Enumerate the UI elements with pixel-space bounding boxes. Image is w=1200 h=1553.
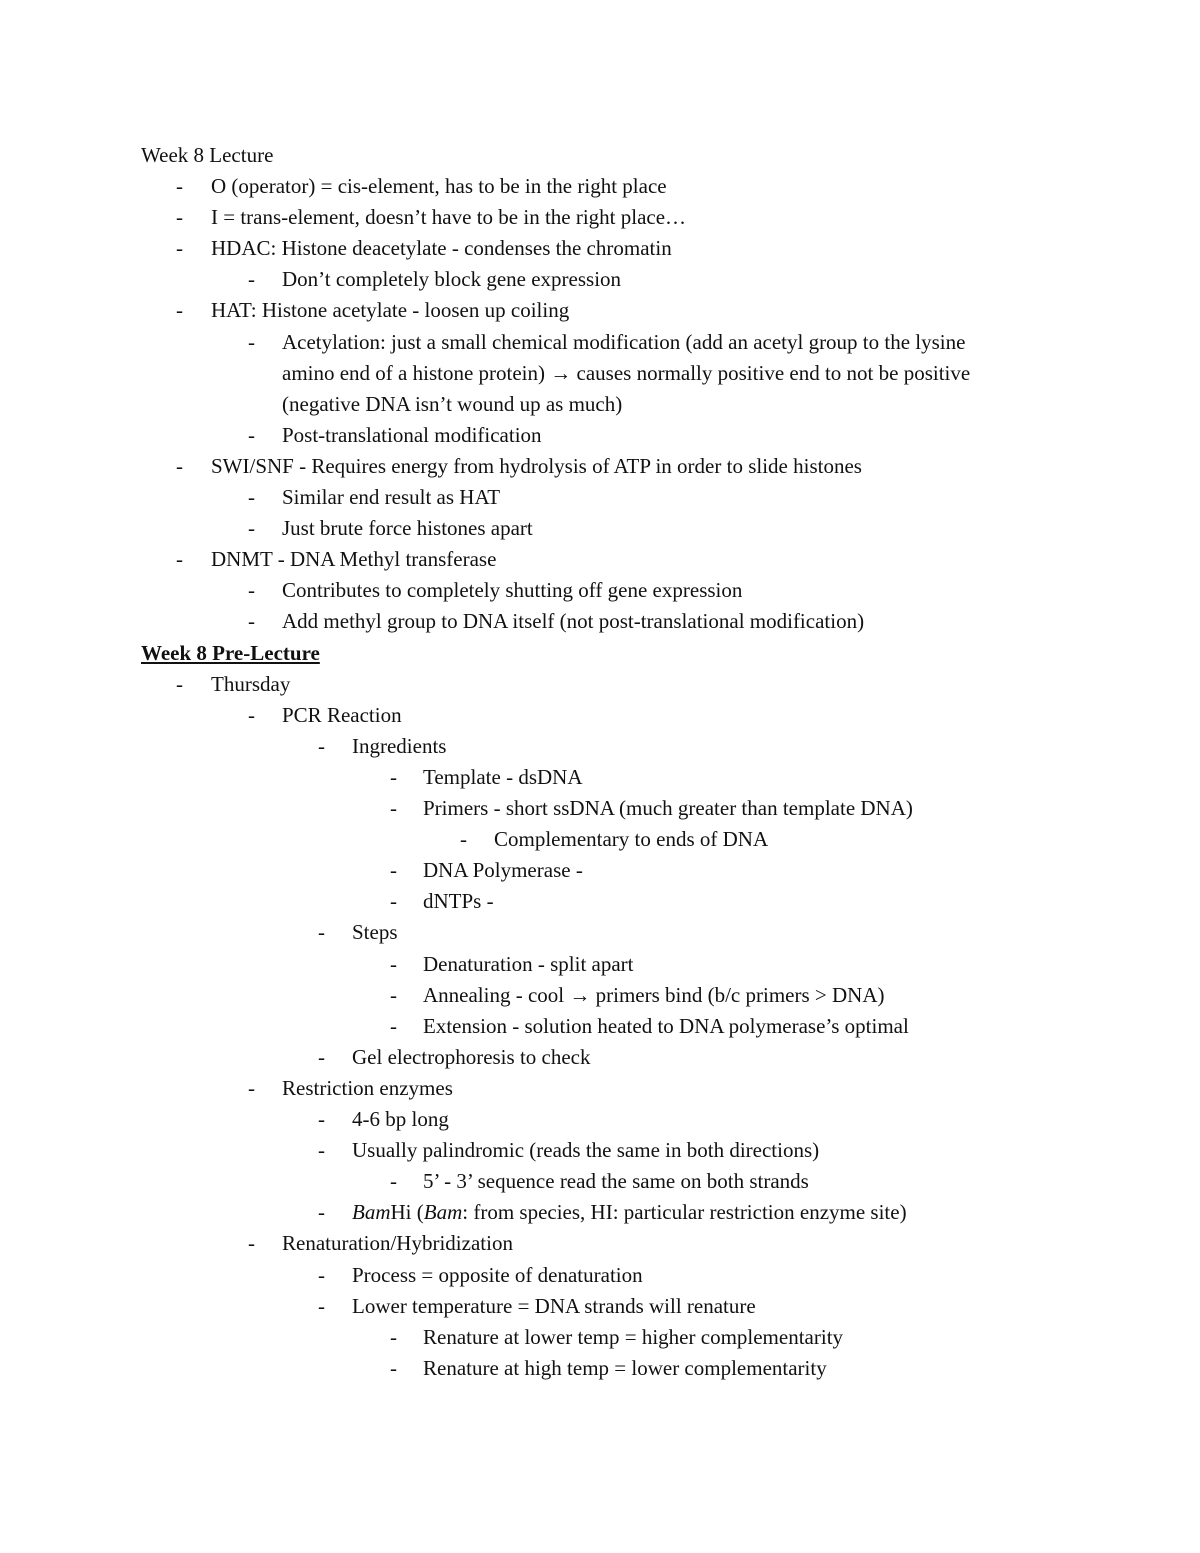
- list-item-text: Contributes to completely shutting off gene expression: [282, 578, 743, 603]
- bullet-dash: -: [390, 1013, 397, 1038]
- bullet-dash: -: [318, 1138, 325, 1163]
- section-title-week8-lecture: Week 8 Lecture: [141, 143, 274, 167]
- bullet-dash: -: [176, 453, 183, 478]
- list-item-text: Acetylation: just a small chemical modification (add an acetyl group to the lysine: [282, 329, 966, 354]
- section-title-week8-prelecture: Week 8 Pre-Lecture: [141, 640, 320, 665]
- bullet-dash: -: [248, 329, 255, 354]
- list-item-text: Primers - short ssDNA (much greater than template DNA): [423, 796, 913, 820]
- italic-text: Bam: [352, 1200, 391, 1225]
- bullet-dash: -: [248, 1231, 255, 1256]
- list-item-text: Gel electrophoresis to check: [352, 1044, 591, 1069]
- list-item-text: Thursday: [211, 671, 291, 696]
- list-item-text: dNTPs -: [423, 889, 494, 914]
- list-item-text: Template - dsDNA: [423, 764, 583, 789]
- bullet-dash: -: [248, 485, 255, 509]
- bullet-dash: -: [390, 889, 397, 914]
- bullet-dash: -: [176, 205, 183, 230]
- list-item-text: Denaturation - split apart: [423, 951, 634, 976]
- list-item-text: Add methyl group to DNA itself (not post-translational modification): [282, 609, 865, 634]
- list-item-text: Restriction enzymes: [282, 1075, 453, 1100]
- list-item-continuation: (negative DNA isn’t wound up as much): [282, 391, 623, 416]
- bullet-dash: -: [318, 1262, 325, 1287]
- text-run: : from species, HI: particular restriction enzyme site): [462, 1200, 907, 1225]
- bullet-dash: -: [318, 1293, 325, 1318]
- list-item-text: Annealing - cool → primers bind (b/c primers > DNA): [423, 982, 885, 1007]
- list-item-text: Steps: [352, 920, 398, 945]
- bullet-dash: -: [318, 1044, 325, 1069]
- list-item-text: DNA Polymerase -: [423, 858, 583, 883]
- list-item-text: Don’t completely block gene expression: [282, 267, 622, 292]
- bullet-dash: -: [176, 174, 183, 198]
- list-item-text: Renature at high temp = lower complementarity: [423, 1355, 827, 1380]
- bullet-dash: -: [390, 764, 397, 789]
- bullet-dash: -: [248, 267, 255, 292]
- list-item-text: PCR Reaction: [282, 702, 402, 727]
- bullet-dash: -: [176, 671, 183, 696]
- bullet-dash: -: [318, 920, 325, 945]
- bullet-dash: -: [390, 982, 397, 1007]
- bullet-dash: -: [318, 733, 325, 758]
- list-item-text: I = trans-element, doesn’t have to be in the right place…: [211, 205, 687, 230]
- bullet-dash: -: [176, 298, 183, 323]
- bullet-dash: -: [248, 422, 255, 447]
- list-item-text: Renature at lower temp = higher complementarity: [423, 1324, 844, 1349]
- bullet-dash: -: [248, 609, 255, 634]
- list-item-text: Process = opposite of denaturation: [352, 1262, 643, 1287]
- bullet-dash: -: [460, 827, 467, 852]
- bullet-dash: -: [248, 1075, 255, 1100]
- list-item-text: [352, 1197, 907, 1228]
- list-item-text: Extension - solution heated to DNA polymerase’s optimal: [423, 1013, 909, 1038]
- list-item-text: Renaturation/Hybridization: [282, 1231, 513, 1256]
- bullet-dash: -: [318, 1200, 325, 1225]
- list-item-text: Usually palindromic (reads the same in both directions): [352, 1138, 820, 1163]
- list-item-continuation: amino end of a histone protein) → causes normally positive end to not be positive: [282, 360, 971, 385]
- list-item-text: 5’ - 3’ sequence read the same on both strands: [423, 1169, 809, 1194]
- bullet-dash: -: [390, 1355, 397, 1380]
- list-item-text: Lower temperature = DNA strands will renature: [352, 1293, 756, 1318]
- italic-text: Bam: [423, 1200, 463, 1225]
- bullet-dash: -: [248, 702, 255, 727]
- bullet-dash: -: [390, 951, 397, 976]
- list-item-text: Just brute force histones apart: [282, 516, 533, 541]
- bullet-dash: -: [318, 1107, 325, 1131]
- bullet-dash: -: [390, 858, 397, 883]
- list-item-text: O (operator) = cis-element, has to be in the right place: [211, 174, 667, 198]
- list-item-text: DNMT - DNA Methyl transferase: [211, 547, 497, 572]
- list-item-text: Ingredients: [352, 733, 447, 758]
- list-item-text: HAT: Histone acetylate - loosen up coiling: [211, 298, 570, 323]
- text-run: Hi (: [390, 1200, 424, 1225]
- bullet-dash: -: [248, 578, 255, 603]
- bullet-dash: -: [390, 796, 397, 820]
- bullet-dash: -: [176, 236, 183, 261]
- bullet-dash: -: [390, 1324, 397, 1349]
- list-item-text: SWI/SNF - Requires energy from hydrolysis of ATP in order to slide histones: [211, 453, 862, 478]
- bullet-dash: -: [390, 1169, 397, 1194]
- list-item-text: Complementary to ends of DNA: [494, 827, 769, 852]
- list-item-text: Post-translational modification: [282, 422, 542, 447]
- list-item-text: 4-6 bp long: [352, 1107, 449, 1131]
- bullet-dash: -: [248, 516, 255, 541]
- bullet-dash: -: [176, 547, 183, 572]
- list-item-text: Similar end result as HAT: [282, 485, 501, 509]
- list-item-text: HDAC: Histone deacetylate - condenses the chromatin: [211, 236, 672, 261]
